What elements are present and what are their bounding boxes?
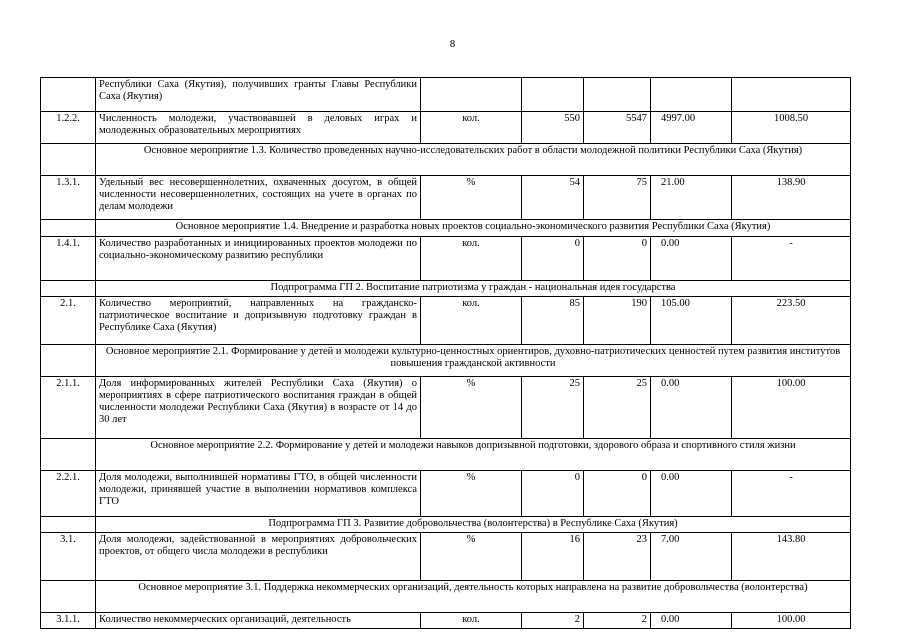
empty-cell — [41, 345, 96, 377]
unit-cell: кол. — [421, 112, 522, 144]
fact-value: 0 — [584, 237, 651, 281]
empty-cell — [41, 281, 96, 297]
empty-cell — [41, 517, 96, 533]
completion-percent: 100.00 — [732, 613, 851, 629]
indicator-description: Доля информированных жителей Республики Саха (Якутия) о мероприятиях в сфере патриотического воспитания граждан в общей численности молодежи Республики Саха (Якутия) в возрасте от 14 до 30 лет — [96, 377, 421, 439]
row-number: 2.1. — [41, 297, 96, 345]
completion-percent: 100.00 — [732, 377, 851, 439]
row-number — [41, 78, 96, 112]
indicator-description: Численность молодежи, участвовавшей в деловых играх и молодежных образовательных мероприятиях — [96, 112, 421, 144]
row-number: 1.4.1. — [41, 237, 96, 281]
section-title: Основное мероприятие 2.1. Формирование у детей и молодежи культурно-ценностных ориентиров, духовно-патриотических ценностей путем развития институтов повышения гражданской активности — [96, 345, 851, 377]
fact-value: 75 — [584, 176, 651, 220]
fact-value: 5547 — [584, 112, 651, 144]
plan-value: 0 — [522, 471, 584, 517]
section-header-row — [41, 281, 851, 297]
table-row — [41, 237, 851, 281]
indicator-description: Доля молодежи, задействованной в мероприятиях добровольческих проектов, от общего числа молодежи в республики — [96, 533, 421, 581]
fact-value: 25 — [584, 377, 651, 439]
plan-value: 85 — [522, 297, 584, 345]
row-number: 3.1.1. — [41, 613, 96, 629]
row-number: 3.1. — [41, 533, 96, 581]
table-row — [41, 471, 851, 517]
deviation-value — [651, 78, 732, 112]
completion-percent: 223.50 — [732, 297, 851, 345]
section-title: Основное мероприятие 3.1. Поддержка некоммерческих организаций, деятельность которых направлена на развитие добровольчества (волонтерства) — [96, 581, 851, 613]
unit-cell: кол. — [421, 297, 522, 345]
plan-value: 16 — [522, 533, 584, 581]
plan-value: 2 — [522, 613, 584, 629]
deviation-value: 105.00 — [651, 297, 732, 345]
empty-cell — [41, 144, 96, 176]
completion-percent: - — [732, 471, 851, 517]
completion-percent: 143.80 — [732, 533, 851, 581]
plan-value: 550 — [522, 112, 584, 144]
unit-cell: кол. — [421, 237, 522, 281]
table-row — [41, 377, 851, 439]
deviation-value: 0.00 — [651, 613, 732, 629]
row-number: 2.2.1. — [41, 471, 96, 517]
completion-percent: 1008.50 — [732, 112, 851, 144]
deviation-value: 7.00 — [651, 533, 732, 581]
row-number: 2.1.1. — [41, 377, 96, 439]
deviation-value: 0.00 — [651, 237, 732, 281]
unit-cell — [421, 78, 522, 112]
plan-value: 0 — [522, 237, 584, 281]
row-number: 1.2.2. — [41, 112, 96, 144]
deviation-value: 0.00 — [651, 471, 732, 517]
fact-value: 2 — [584, 613, 651, 629]
section-header-row — [41, 439, 851, 471]
indicator-description: Количество некоммерческих организаций, деятельность — [96, 613, 421, 629]
page-number: 8 — [449, 38, 456, 50]
fact-value: 190 — [584, 297, 651, 345]
deviation-value: 21.00 — [651, 176, 732, 220]
completion-percent: - — [732, 237, 851, 281]
section-header-row — [41, 144, 851, 176]
section-title: Подпрограмма ГП 2. Воспитание патриотизма у граждан - национальная идея государства — [96, 281, 851, 297]
plan-value — [522, 78, 584, 112]
deviation-value: 4997.00 — [651, 112, 732, 144]
table-row — [41, 78, 851, 112]
table-row — [41, 613, 851, 629]
fact-value — [584, 78, 651, 112]
plan-value: 54 — [522, 176, 584, 220]
section-header-row — [41, 581, 851, 613]
unit-cell: % — [421, 471, 522, 517]
indicators-table — [40, 77, 851, 629]
section-header-row — [41, 517, 851, 533]
completion-percent: 138.90 — [732, 176, 851, 220]
deviation-value: 0.00 — [651, 377, 732, 439]
indicator-description: Доля молодежи, выполнившей нормативы ГТО, в общей численности молодежи, принявшей участие в выполнении нормативов комплекса ГТО — [96, 471, 421, 517]
section-header-row — [41, 220, 851, 237]
section-title: Подпрограмма ГП 3. Развитие добровольчества (волонтерства) в Республике Саха (Якутия) — [96, 517, 851, 533]
row-number: 1.3.1. — [41, 176, 96, 220]
unit-cell: % — [421, 176, 522, 220]
section-title: Основное мероприятие 1.4. Внедрение и разработка новых проектов социально-экономического развития Республики Саха (Якутия) — [96, 220, 851, 237]
completion-percent — [732, 78, 851, 112]
indicator-description: Республики Саха (Якутия), получивших гранты Главы Республики Саха (Якутия) — [96, 78, 421, 112]
fact-value: 0 — [584, 471, 651, 517]
unit-cell: кол. — [421, 613, 522, 629]
section-title: Основное мероприятие 1.3. Количество проведенных научно-исследовательских работ в области молодежной политики Республики Саха (Якутия) — [96, 144, 851, 176]
table-row — [41, 112, 851, 144]
indicator-description: Количество мероприятий, направленных на гражданско-патриотическое воспитание и допризывную подготовку граждан в Республике Саха (Якутия) — [96, 297, 421, 345]
empty-cell — [41, 220, 96, 237]
indicator-description: Удельный вес несовершеннолетних, охваченных досугом, в общей численности несовершеннолетних, состоящих на учете в органах по делам молодежи — [96, 176, 421, 220]
fact-value: 23 — [584, 533, 651, 581]
table-row — [41, 176, 851, 220]
unit-cell: % — [421, 377, 522, 439]
indicator-description: Количество разработанных и инициированных проектов молодежи по социально-экономическому развитию республики — [96, 237, 421, 281]
empty-cell — [41, 581, 96, 613]
section-header-row — [41, 345, 851, 377]
table-row — [41, 297, 851, 345]
table-row — [41, 533, 851, 581]
empty-cell — [41, 439, 96, 471]
plan-value: 25 — [522, 377, 584, 439]
section-title: Основное мероприятие 2.2. Формирование у детей и молодежи навыков допризывной подготовки, здорового образа и спортивного стиля жизни — [96, 439, 851, 471]
unit-cell: % — [421, 533, 522, 581]
